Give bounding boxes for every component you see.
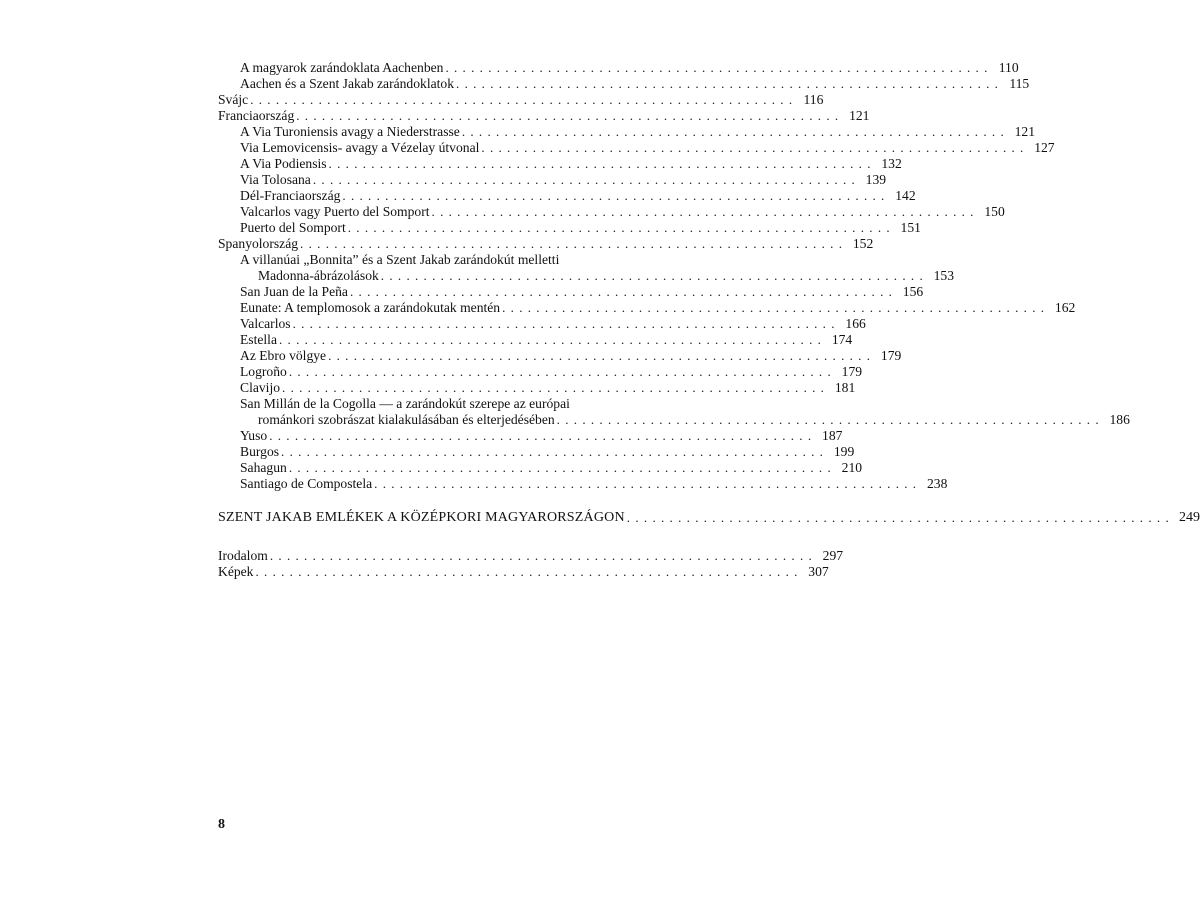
toc-entry-title: Madonna-ábrázolások (258, 268, 379, 283)
toc-entry (218, 236, 874, 252)
toc-entry (218, 60, 1019, 76)
toc-entry (218, 92, 824, 108)
toc-entry-page: 187 (822, 428, 843, 443)
toc-entry (218, 444, 855, 460)
toc-leader-dots: ................................................................ (250, 92, 798, 107)
toc-entry-page: 297 (822, 548, 844, 563)
toc-entry-page: 238 (926, 476, 948, 491)
toc-entry-title: Valcarlos (240, 316, 291, 331)
toc-leader-dots: ................................................................ (255, 564, 803, 579)
toc-entry (218, 460, 863, 476)
toc-entry-page: 179 (880, 348, 902, 363)
toc-entry-multiline (218, 252, 954, 284)
toc-entry (218, 156, 902, 172)
toc-entry (218, 284, 924, 300)
toc-leader-dots: ................................................................ (288, 460, 837, 475)
toc-leader-dots: ................................................................ (431, 204, 979, 219)
toc-entry-title: Svájc (218, 92, 249, 107)
toc-entry-title: A magyarok zarándoklata Aachenben (240, 60, 444, 75)
toc-entry-page: 132 (881, 156, 902, 171)
toc-entry (218, 548, 844, 564)
toc-entry-title: Dél-Franciaország (240, 188, 341, 203)
toc-entry-page: 115 (1009, 76, 1030, 91)
toc-entry (218, 124, 1036, 140)
toc-entry (218, 76, 1030, 92)
toc-entry-title: Via Tolosana (240, 172, 311, 187)
toc-entry-page: 174 (831, 332, 853, 347)
toc-entry-page: 127 (1034, 140, 1055, 155)
toc-entry (218, 172, 887, 188)
toc-leader-dots: ................................................................ (328, 156, 876, 171)
toc-entry-multiline (218, 396, 1130, 428)
toc-entry (218, 204, 1005, 220)
toc-entry (218, 348, 902, 364)
toc-entry-page: 199 (833, 444, 855, 459)
toc-entry-page: 139 (865, 172, 887, 187)
toc-leader-dots: ................................................................ (300, 236, 848, 251)
toc-entry-title: Via Lemovicensis- avagy a Vézelay útvonal (240, 140, 480, 155)
toc-entry-title: Eunate: A templomosok a zarándokutak mentén (240, 300, 501, 315)
toc-leader-dots: ................................................................ (281, 444, 829, 459)
toc-entry-page: 110 (998, 60, 1019, 75)
toc-entry-page: 121 (1014, 124, 1036, 139)
toc-entry (218, 316, 866, 332)
toc-entry (218, 332, 853, 348)
toc-leader-dots: ................................................................ (502, 300, 1050, 315)
toc-entry-page: 181 (834, 380, 856, 395)
toc-entry-title: Clavijo (240, 380, 281, 395)
toc-spacer (218, 526, 698, 548)
toc-entry-title: Yuso (240, 428, 268, 443)
toc-entry (218, 220, 921, 236)
toc-entry-title-line (218, 252, 698, 268)
toc-entry (218, 364, 863, 380)
toc-entry-page: 179 (841, 364, 863, 379)
toc-entry-title: SZENT JAKAB EMLÉKEK A KÖZÉPKORI MAGYARORSZÁGON (218, 510, 625, 525)
toc-leader-dots: ................................................................ (380, 268, 928, 283)
toc-entry-page: 153 (933, 268, 954, 283)
toc-entry-title-line (218, 396, 698, 412)
toc-leader-dots: ................................................................ (556, 412, 1104, 427)
toc-entry-title: Burgos (240, 444, 280, 459)
toc-entry-title: Santiago de Compostela (240, 476, 373, 491)
toc-leader-dots: ................................................................ (282, 380, 830, 395)
toc-leader-dots: ................................................................ (445, 60, 993, 75)
toc-entry-page: 162 (1054, 300, 1076, 315)
toc-entry (218, 300, 1076, 316)
toc-entry-title: Irodalom (218, 548, 268, 563)
toc-leader-dots: ................................................................ (481, 140, 1029, 155)
toc-leader-dots: ................................................................ (349, 284, 898, 299)
toc-entry-title: A Via Turoniensis avagy a Niederstrasse (240, 124, 460, 139)
toc-entry-page: 307 (808, 564, 829, 579)
toc-entry-title: Az Ebro völgye (240, 348, 327, 363)
toc-section-entry (218, 510, 1200, 526)
toc-entry-title: Képek (218, 564, 254, 579)
toc-entry-title: Franciaország (218, 108, 295, 123)
toc-entry-page: 121 (849, 108, 870, 123)
toc-entry (218, 380, 856, 396)
toc-entry-title: A villanúai „Bonnita” és a Szent Jakab zarándokút melletti (240, 252, 560, 267)
toc-leader-dots: ................................................................ (347, 220, 895, 235)
toc-entry (218, 428, 843, 444)
toc-entry-title: Puerto del Somport (240, 220, 346, 235)
toc-entry-page: 150 (984, 204, 1005, 219)
toc-entry-page: 166 (845, 316, 866, 331)
toc-entry (218, 564, 829, 580)
toc-entry-title: A Via Podiensis (240, 156, 327, 171)
toc-entry-page: 249 (1179, 510, 1200, 525)
toc-entry (218, 412, 1130, 428)
toc-leader-dots: ................................................................ (461, 124, 1010, 139)
toc-entry-title: Spanyolország (218, 236, 299, 251)
table-of-contents (218, 60, 1200, 580)
toc-entry (218, 140, 1055, 156)
toc-entry-title: Estella (240, 332, 277, 347)
toc-entry-title: Logroño (240, 364, 287, 379)
toc-entry-title: románkori szobrászat kialakulásában és elterjedésében (258, 412, 555, 427)
toc-entry (218, 476, 948, 492)
toc-leader-dots: ................................................................ (279, 332, 827, 347)
toc-leader-dots: ................................................................ (342, 188, 890, 203)
toc-entry-page: 151 (900, 220, 921, 235)
toc-entry-title: San Millán de la Cogolla — a zarándokút szerepe az európai (240, 396, 570, 411)
toc-entry-title: Valcarlos vagy Puerto del Somport (240, 204, 430, 219)
page-number: 8 (218, 817, 225, 832)
toc-leader-dots: ................................................................ (296, 108, 844, 123)
toc-entry (218, 188, 916, 204)
toc-entry-title: Sahagun (240, 460, 287, 475)
toc-leader-dots: ................................................................ (456, 76, 1004, 91)
toc-entry-page: 186 (1109, 412, 1130, 427)
toc-entry-page: 210 (841, 460, 863, 475)
toc-entry-title: Aachen és a Szent Jakab zarándoklatok (240, 76, 455, 91)
toc-entry-title: San Juan de la Peña (240, 284, 348, 299)
toc-leader-dots: ................................................................ (328, 348, 876, 363)
toc-entry-page: 142 (895, 188, 916, 203)
toc-leader-dots: ................................................................ (626, 510, 1174, 525)
toc-leader-dots: ................................................................ (374, 476, 922, 491)
toc-leader-dots: ................................................................ (312, 172, 861, 187)
toc-leader-dots: ................................................................ (269, 548, 818, 563)
toc-entry-page: 156 (902, 284, 924, 299)
toc-entry (218, 268, 954, 284)
toc-leader-dots: ................................................................ (292, 316, 840, 331)
toc-entry-page: 152 (852, 236, 874, 251)
toc-entry (218, 108, 870, 124)
toc-leader-dots: ................................................................ (288, 364, 837, 379)
toc-entry-page: 116 (803, 92, 824, 107)
toc-leader-dots: ................................................................ (269, 428, 817, 443)
